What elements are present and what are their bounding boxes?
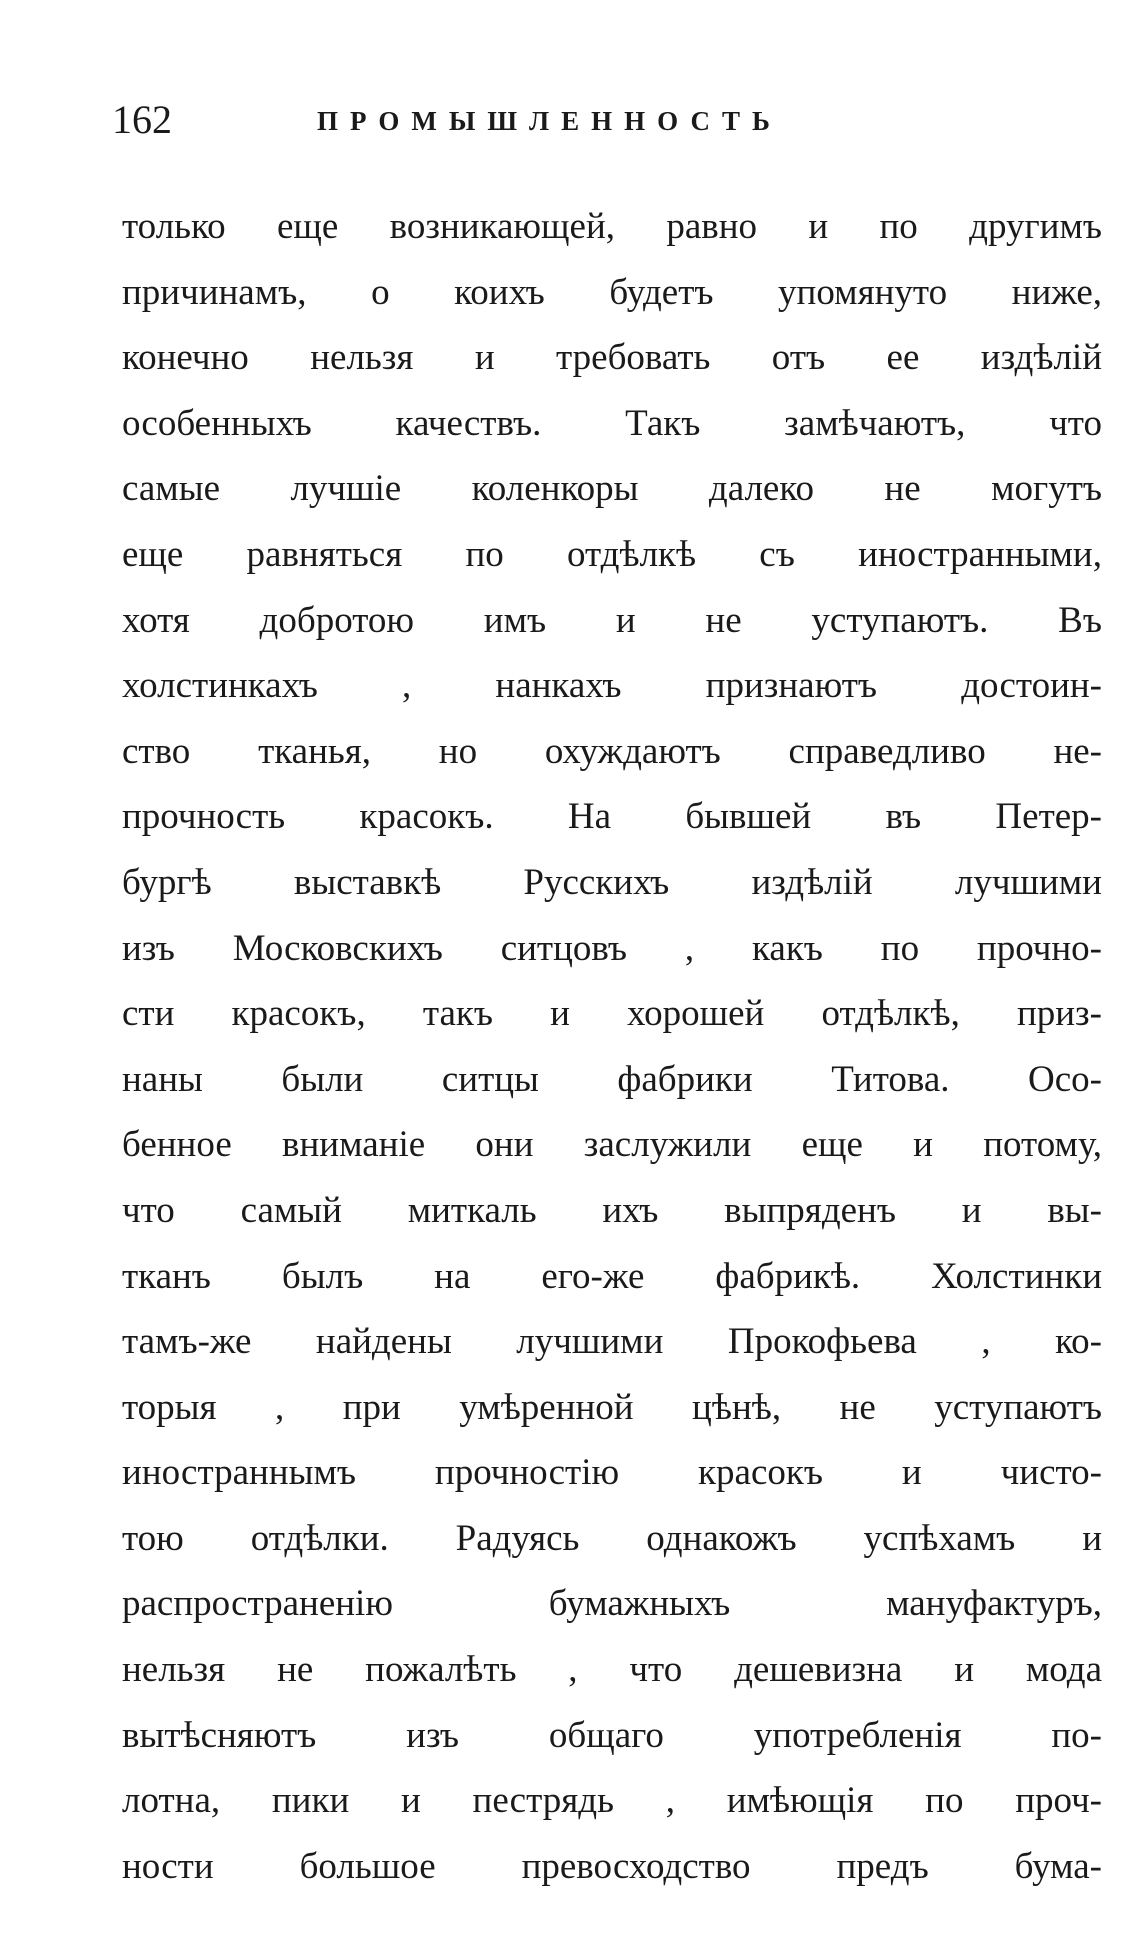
text-line: хотя добротою имъ и не уступаютъ. Въ [122, 599, 1102, 641]
text-line: тамъ-же найдены лучшими Прокофьева , ко- [122, 1321, 1102, 1363]
text-line: особенныхъ качествъ. Такъ замѣчаютъ, что [122, 402, 1102, 444]
text-line: распространенію бумажныхъ мануфактуръ, [122, 1583, 1102, 1625]
text-line: еще равняться по отдѣлкѣ съ иностранными, [122, 533, 1102, 575]
text-line: сти красокъ, такъ и хорошей отдѣлкѣ, приз- [122, 993, 1102, 1035]
text-line: ности большое превосходство предъ бума- [122, 1845, 1102, 1887]
text-line: наны были ситцы фабрики Титова. Осо- [122, 1058, 1102, 1100]
text-line: прочность красокъ. На бывшей въ Петер- [122, 796, 1102, 838]
text-line: бенное вниманіе они заслужили еще и потому, [122, 1124, 1102, 1166]
text-line: бургѣ выставкѣ Русскихъ издѣлій лучшими [122, 861, 1102, 903]
text-line: только еще возникающей, равно и по другимъ [122, 206, 1102, 247]
running-title: ПРОМЫШЛЕННОСТЬ [317, 106, 782, 136]
text-line: самые лучшіе коленкоры далеко не могутъ [122, 468, 1102, 510]
running-head [112, 90, 972, 150]
text-line: нельзя не пожалѣть , что дешевизна и мода [122, 1649, 1102, 1691]
text-line: вытѣсняютъ изъ общаго употребленія по- [122, 1714, 1102, 1756]
text-line: причинамъ, о коихъ будетъ упомянуто ниже, [122, 271, 1102, 313]
text-line: конечно нельзя и требовать отъ ее издѣлій [122, 337, 1102, 379]
text-line: что самый миткаль ихъ выпряденъ и вы- [122, 1189, 1102, 1231]
text-line: лотна, пики и пестрядь , имѣющія по проч- [122, 1780, 1102, 1822]
text-line: тканъ былъ на его-же фабрикѣ. Холстинки [122, 1255, 1102, 1297]
text-line: торыя , при умѣренной цѣнѣ, не уступаютъ [122, 1386, 1102, 1428]
text-line: изъ Московскихъ ситцовъ , какъ по прочно- [122, 927, 1102, 969]
body-text [122, 194, 1102, 1899]
text-line: иностраннымъ прочностію красокъ и чисто- [122, 1452, 1102, 1494]
text-line: холстинкахъ , нанкахъ признаютъ достоин- [122, 665, 1102, 707]
text-line: ство тканья, но охуждаютъ справедливо не- [122, 730, 1102, 772]
text-line: тою отдѣлки. Радуясь однакожъ успѣхамъ и [122, 1517, 1102, 1559]
page-number: 162 [112, 97, 172, 142]
